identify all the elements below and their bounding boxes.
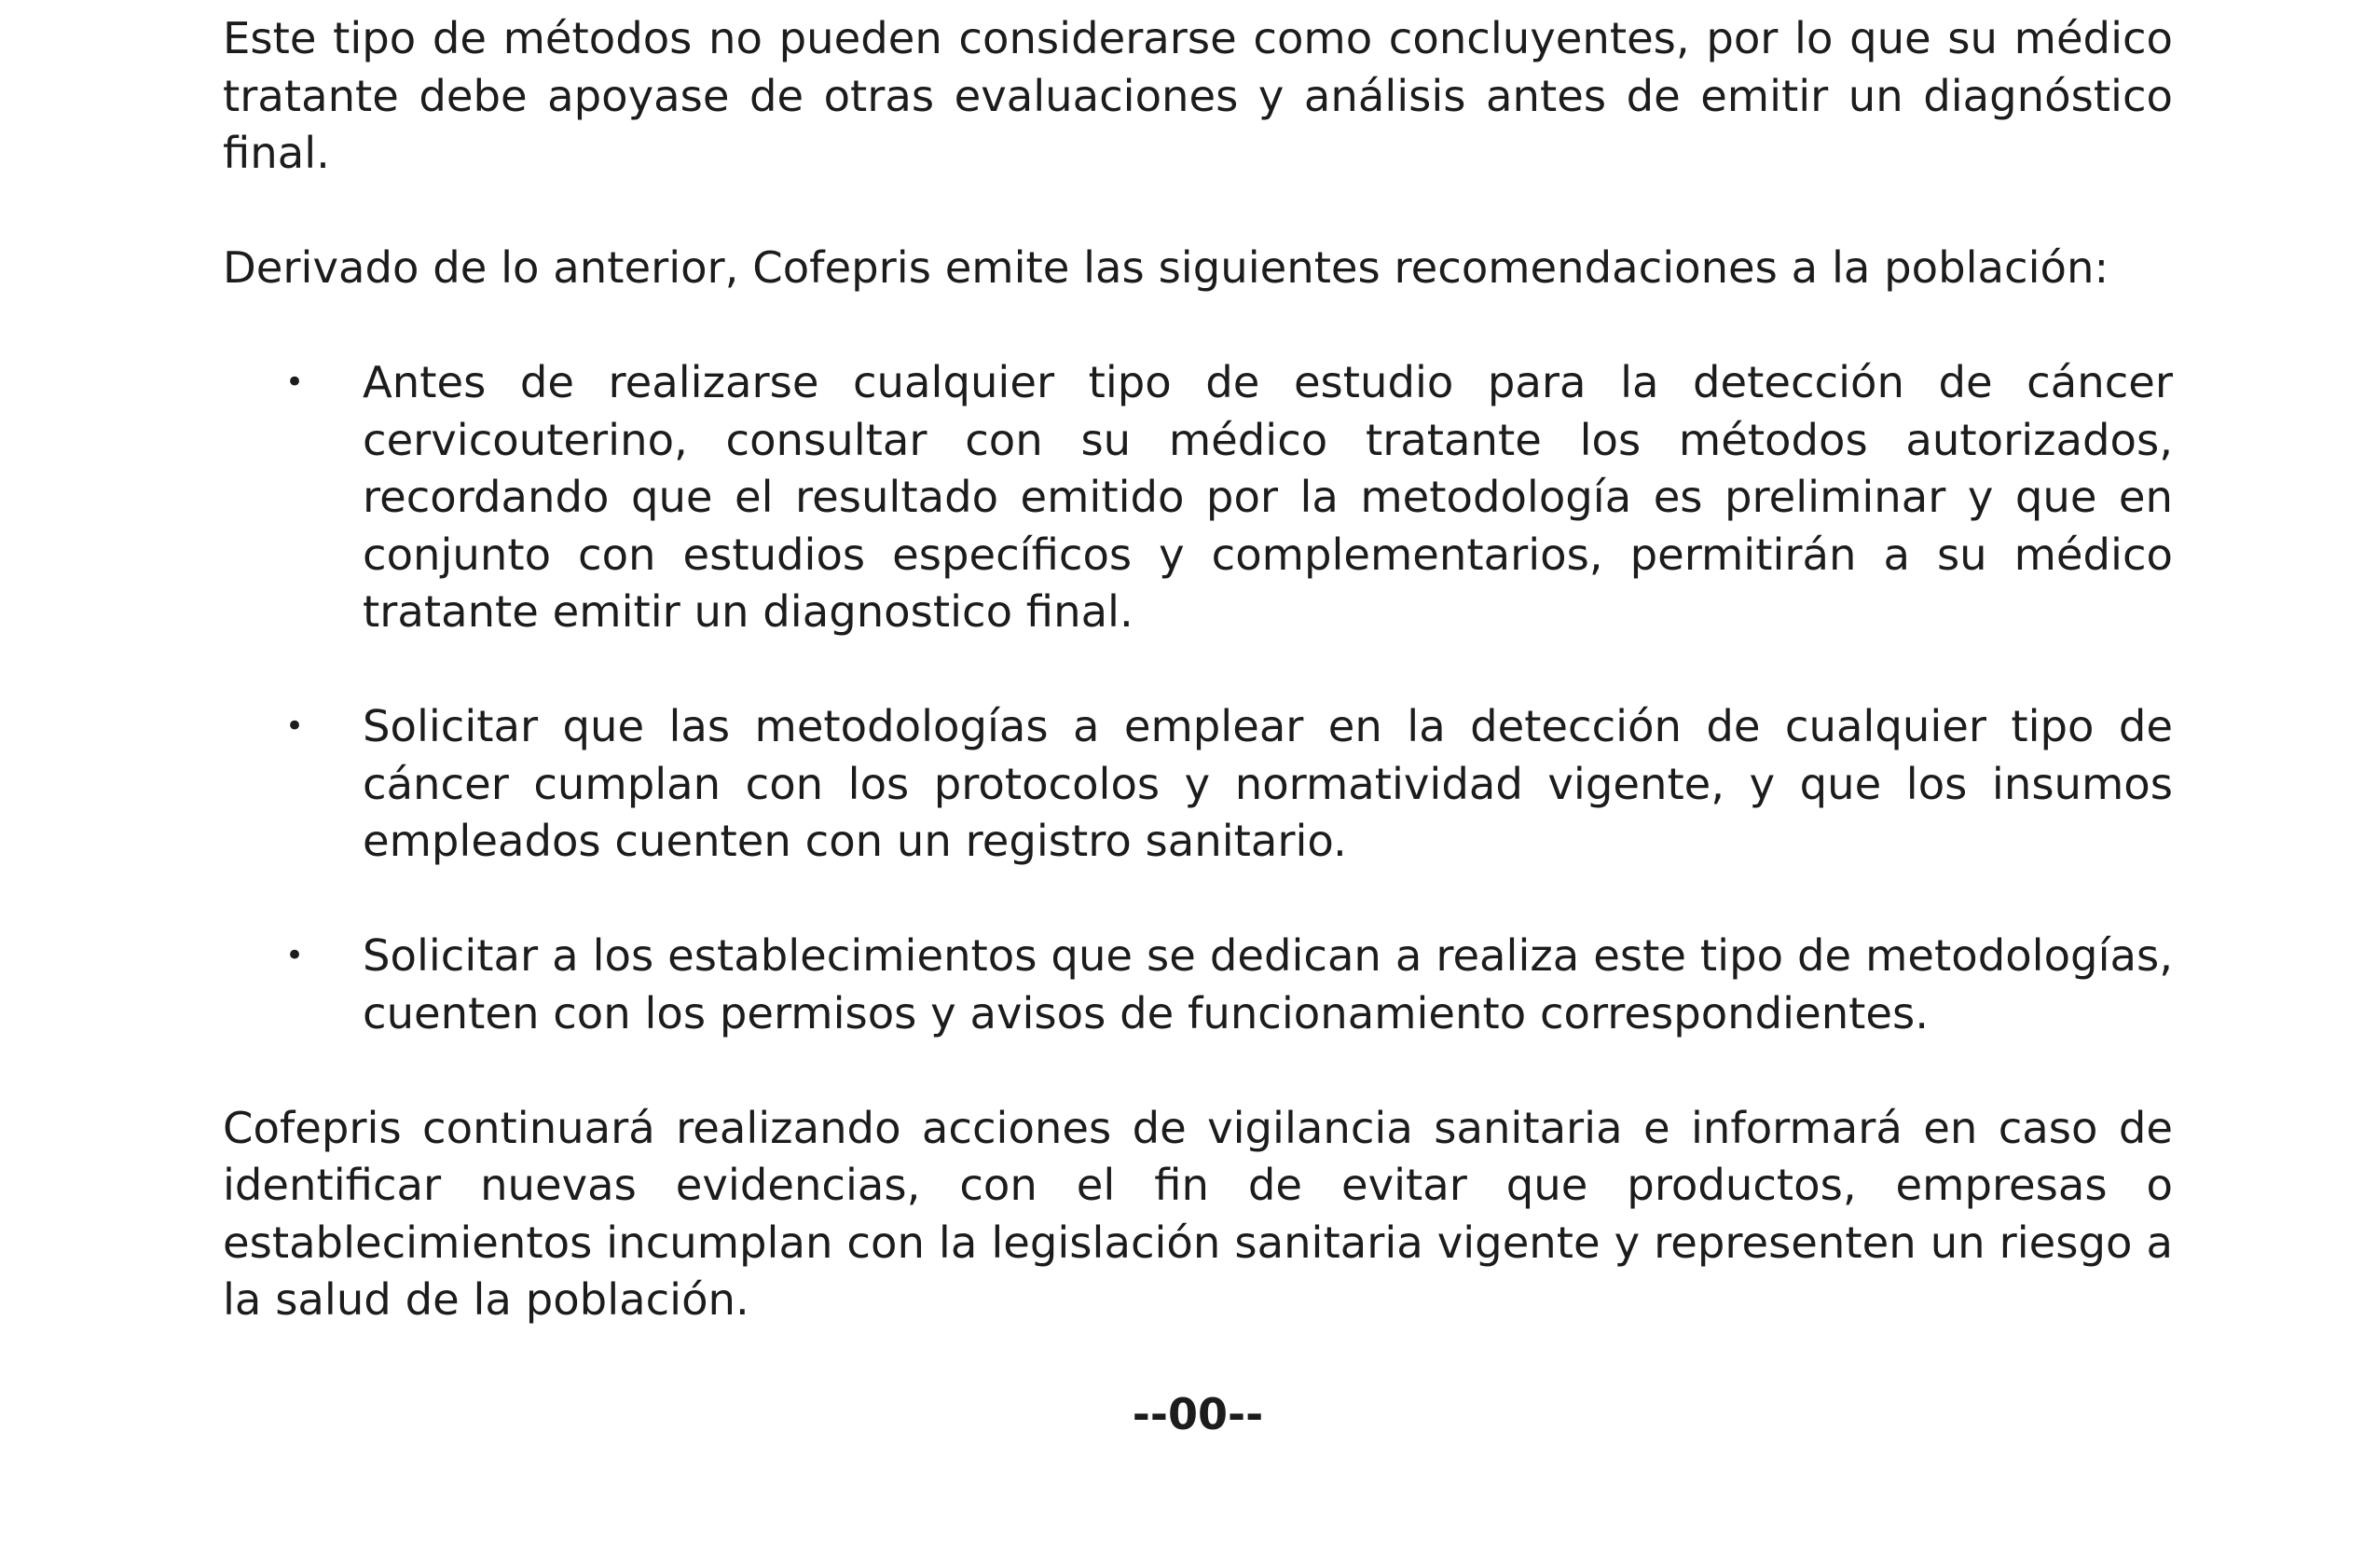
document-page: [223, 0, 2173, 1444]
bullet-icon: •: [285, 364, 305, 401]
recommendations-list: [223, 354, 2173, 1042]
recommendation-text: Solicitar que las metodologías a emplear en la detección de cualquier tipo de cáncer cumplan con los protocolos y normatividad vigente, y que los insumos empleados cuenten con un registro sanitario.: [363, 701, 2173, 866]
closing-mark: --00--: [1132, 1389, 1264, 1439]
list-item: [223, 928, 2173, 1042]
intro-paragraph: Este tipo de métodos no pueden considerarse como concluyentes, por lo que su médico tratante debe apoyase de otras evaluaciones y análisis antes de emitir un diagnóstico final.: [223, 13, 2173, 178]
lead-paragraph: Derivado de lo anterior, Cofepris emite las siguientes recomendaciones a la población:: [223, 242, 2109, 293]
bullet-icon: •: [285, 937, 305, 974]
list-item: [223, 698, 2173, 871]
recommendation-text: Antes de realizarse cualquier tipo de estudio para la detección de cáncer cervicouterino, consultar con su médico tratante los métodos autorizados, recordando que el resultado emitido por la metodología es preliminar y que en conjunto con estudios específicos y complementarios, permitirán a su médico tratante emitir un diagnostico final.: [363, 357, 2173, 637]
recommendation-text: Solicitar a los establecimientos que se dedican a realiza este tipo de metodologías, cuenten con los permisos y avisos de funcionamiento correspondientes.: [363, 930, 2173, 1038]
list-item: [223, 354, 2173, 641]
bullet-icon: •: [285, 708, 305, 745]
conclusion-paragraph: Cofepris continuará realizando acciones de vigilancia sanitaria e informará en caso de identificar nuevas evidencias, con el fin de evitar que productos, empresas o establecimientos incumplan con la legislación sanitaria vigente y representen un riesgo a la salud de la población.: [223, 1102, 2173, 1325]
